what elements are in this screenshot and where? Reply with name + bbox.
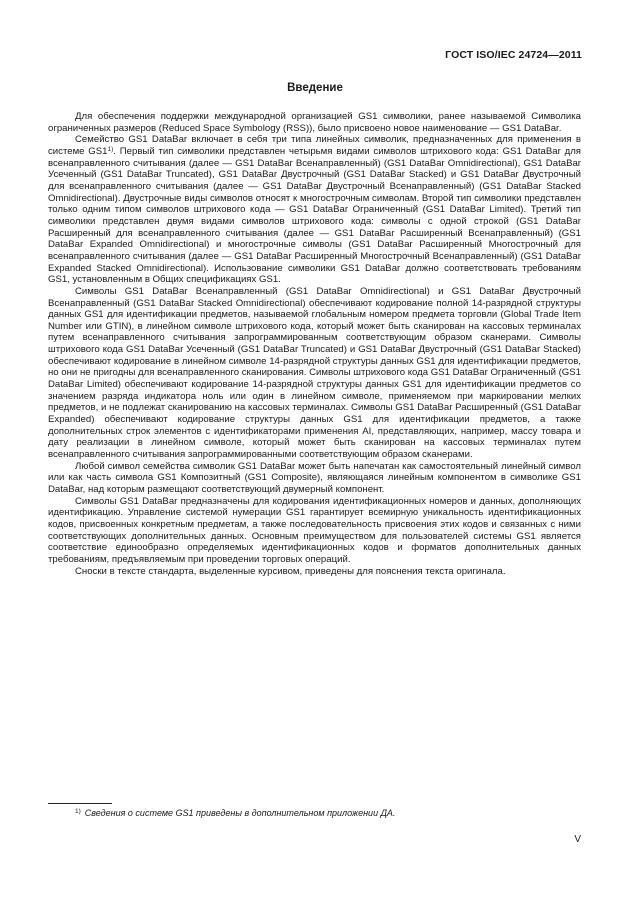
page-number: V — [574, 834, 581, 845]
paragraph-2 — [48, 134, 581, 286]
paragraph-6 — [48, 566, 581, 578]
paragraph-1-text: Для обеспечения поддержки международной организацией GS1 символики, ранее называемой Символика ограниченных размеров (Reduced Space Symbology (RSS)), было присвоено новое наименование — GS1 DataBar. — [48, 111, 581, 134]
paragraph-4-text: Любой символ семейства символик GS1 DataBar может быть напечатан как самостоятельный линейный символ или как часть символа GS1 Композитный (GS1 Composite), являющаяся линейным компонентом в символике GS1 DataBar, над которым размещают соответствующий двумерный компонент. — [48, 460, 581, 495]
paragraph-5 — [48, 496, 581, 566]
paragraph-3-text: Символы GS1 DataBar Всенаправленный (GS1 DataBar Omnidirectional) и GS1 DataBar Двустрочный Всенаправленный (GS1 DataBar Stacked Omnidirectional) обеспечивают кодирование полной 14-разрядной структуры данных GS1 для идентификации предметов, называемой глобальным номером предмета торговли (Global Trade Item Number или GTIN), в линейном символе штрихового кода, который может быть сканирован на кассовых терминалах путем всенаправленного считывания запрограммированным соответствующим образом сканерами. Символы штрихового кода GS1 DataBar Усеченный (GS1 DataBar Truncated) и GS1 DataBar Двустрочный (GS1 DataBar Stacked) обеспечивают кодирование в линейном символе 14-разрядной структуры данных GS1 для идентификации предметов, но они не пригодны для всенаправленного сканирования. Символы штрихового кода GS1 DataBar Ограниченный (GS1 DataBar Limited) обеспечивают кодирование 14-разрядной структуры данных GS1 для идентификации предметов со значением разряда индикатора ноль или один в линейном символе, применяемом при маркировании мелких предметов, и не подлежат сканированию на кассовых терминалах. Символы GS1 DataBar Расширенный (GS1 DataBar Expanded) обеспечивают кодирование структуры данных GS1 для идентификации предметов, а также дополнительных строк элементов с идентификаторами применения AI, представляющих, например, массу товара и дату реализации в линейном символе, который может быть сканирован на кассовых терминалах путем всенаправленного считывания запрограммированными соответствующим образом сканерами. — [48, 285, 581, 461]
paragraph-4 — [48, 461, 581, 496]
footnote-text: Сведения о системе GS1 приведены в дополнительном приложении ДА. — [84, 808, 396, 818]
footnote-mark: 1) — [75, 808, 81, 815]
footnote-reference: 1) — [107, 145, 114, 153]
paragraph-2-text-start: Семейство GS1 DataBar включает в себя три типа линейных символик, предназначенных для применения в системе GS1 — [48, 134, 581, 157]
paragraph-2-text-end: . Первый тип символики представлен четырьмя видами символов штрихового кода: GS1 DataBar для всенаправленного считывания (далее — GS1 DataBar Всенаправленный) (GS1 DataBar Omnidirectional), GS1 DataBar Усеченный (GS1 DataBar Truncated), GS1 DataBar Двустрочный (GS1 DataBar Stacked) и GS1 DataBar Двустрочный для всенаправленного считывания (далее — GS1 DataBar Двустрочный Всенаправленный) (GS1 DataBar Stacked Omnidirectional). Двустрочные виды символов относят к многострочным символам. Второй тип символики представлен только одним типом символов штрихового кода — GS1 DataBar Ограниченный (GS1 DataBar Limited). Третий тип символики представлен двумя видами символов штрихового кода: символы с одной строкой (GS1 DataBar Расширенный для всенаправленного считывания (далее — GS1 DataBar Расширенный Всенаправленный) (GS1 DataBar Expanded Omnidirectional) и многострочные символы (GS1 DataBar Расширенный Многострочный для всенаправленного считывания (далее — GS1 DataBar Расширенный Многострочный Всенаправленный) (GS1 DataBar Expanded Stacked Omnidirectional). Использование символики GS1 DataBar должно соответствовать требованиям GS1, установленным в Общих спецификациях GS1. — [48, 145, 581, 286]
paragraph-1 — [48, 111, 581, 134]
paragraph-3 — [48, 286, 581, 461]
body-text — [48, 111, 581, 577]
document-header: ГОСТ ISO/IEC 24724—2011 — [445, 49, 582, 61]
section-title: Введение — [287, 82, 343, 94]
paragraph-5-text: Символы GS1 DataBar предназначены для кодирования идентификационных номеров и данных, дополняющих идентификацию. Управление системой нумерации GS1 гарантирует всемирную уникальность идентификационных кодов, присвоенных конкретным предметам, а также последовательность присвоения этих кодов и связанных с ними соответствующих дополнительных данных. Основным преимуществом для пользователей системы GS1 является соответствие единообразно определяемых идентификационных кодов и форматов дополнительных данных требованиям, предъявляемым при проведении торговых операций. — [48, 495, 581, 565]
footnote — [75, 808, 575, 818]
paragraph-6-text: Сноски в тексте стандарта, выделенные курсивом, приведены для пояснения текста оригинала. — [75, 565, 506, 577]
footnote-divider — [48, 803, 112, 804]
